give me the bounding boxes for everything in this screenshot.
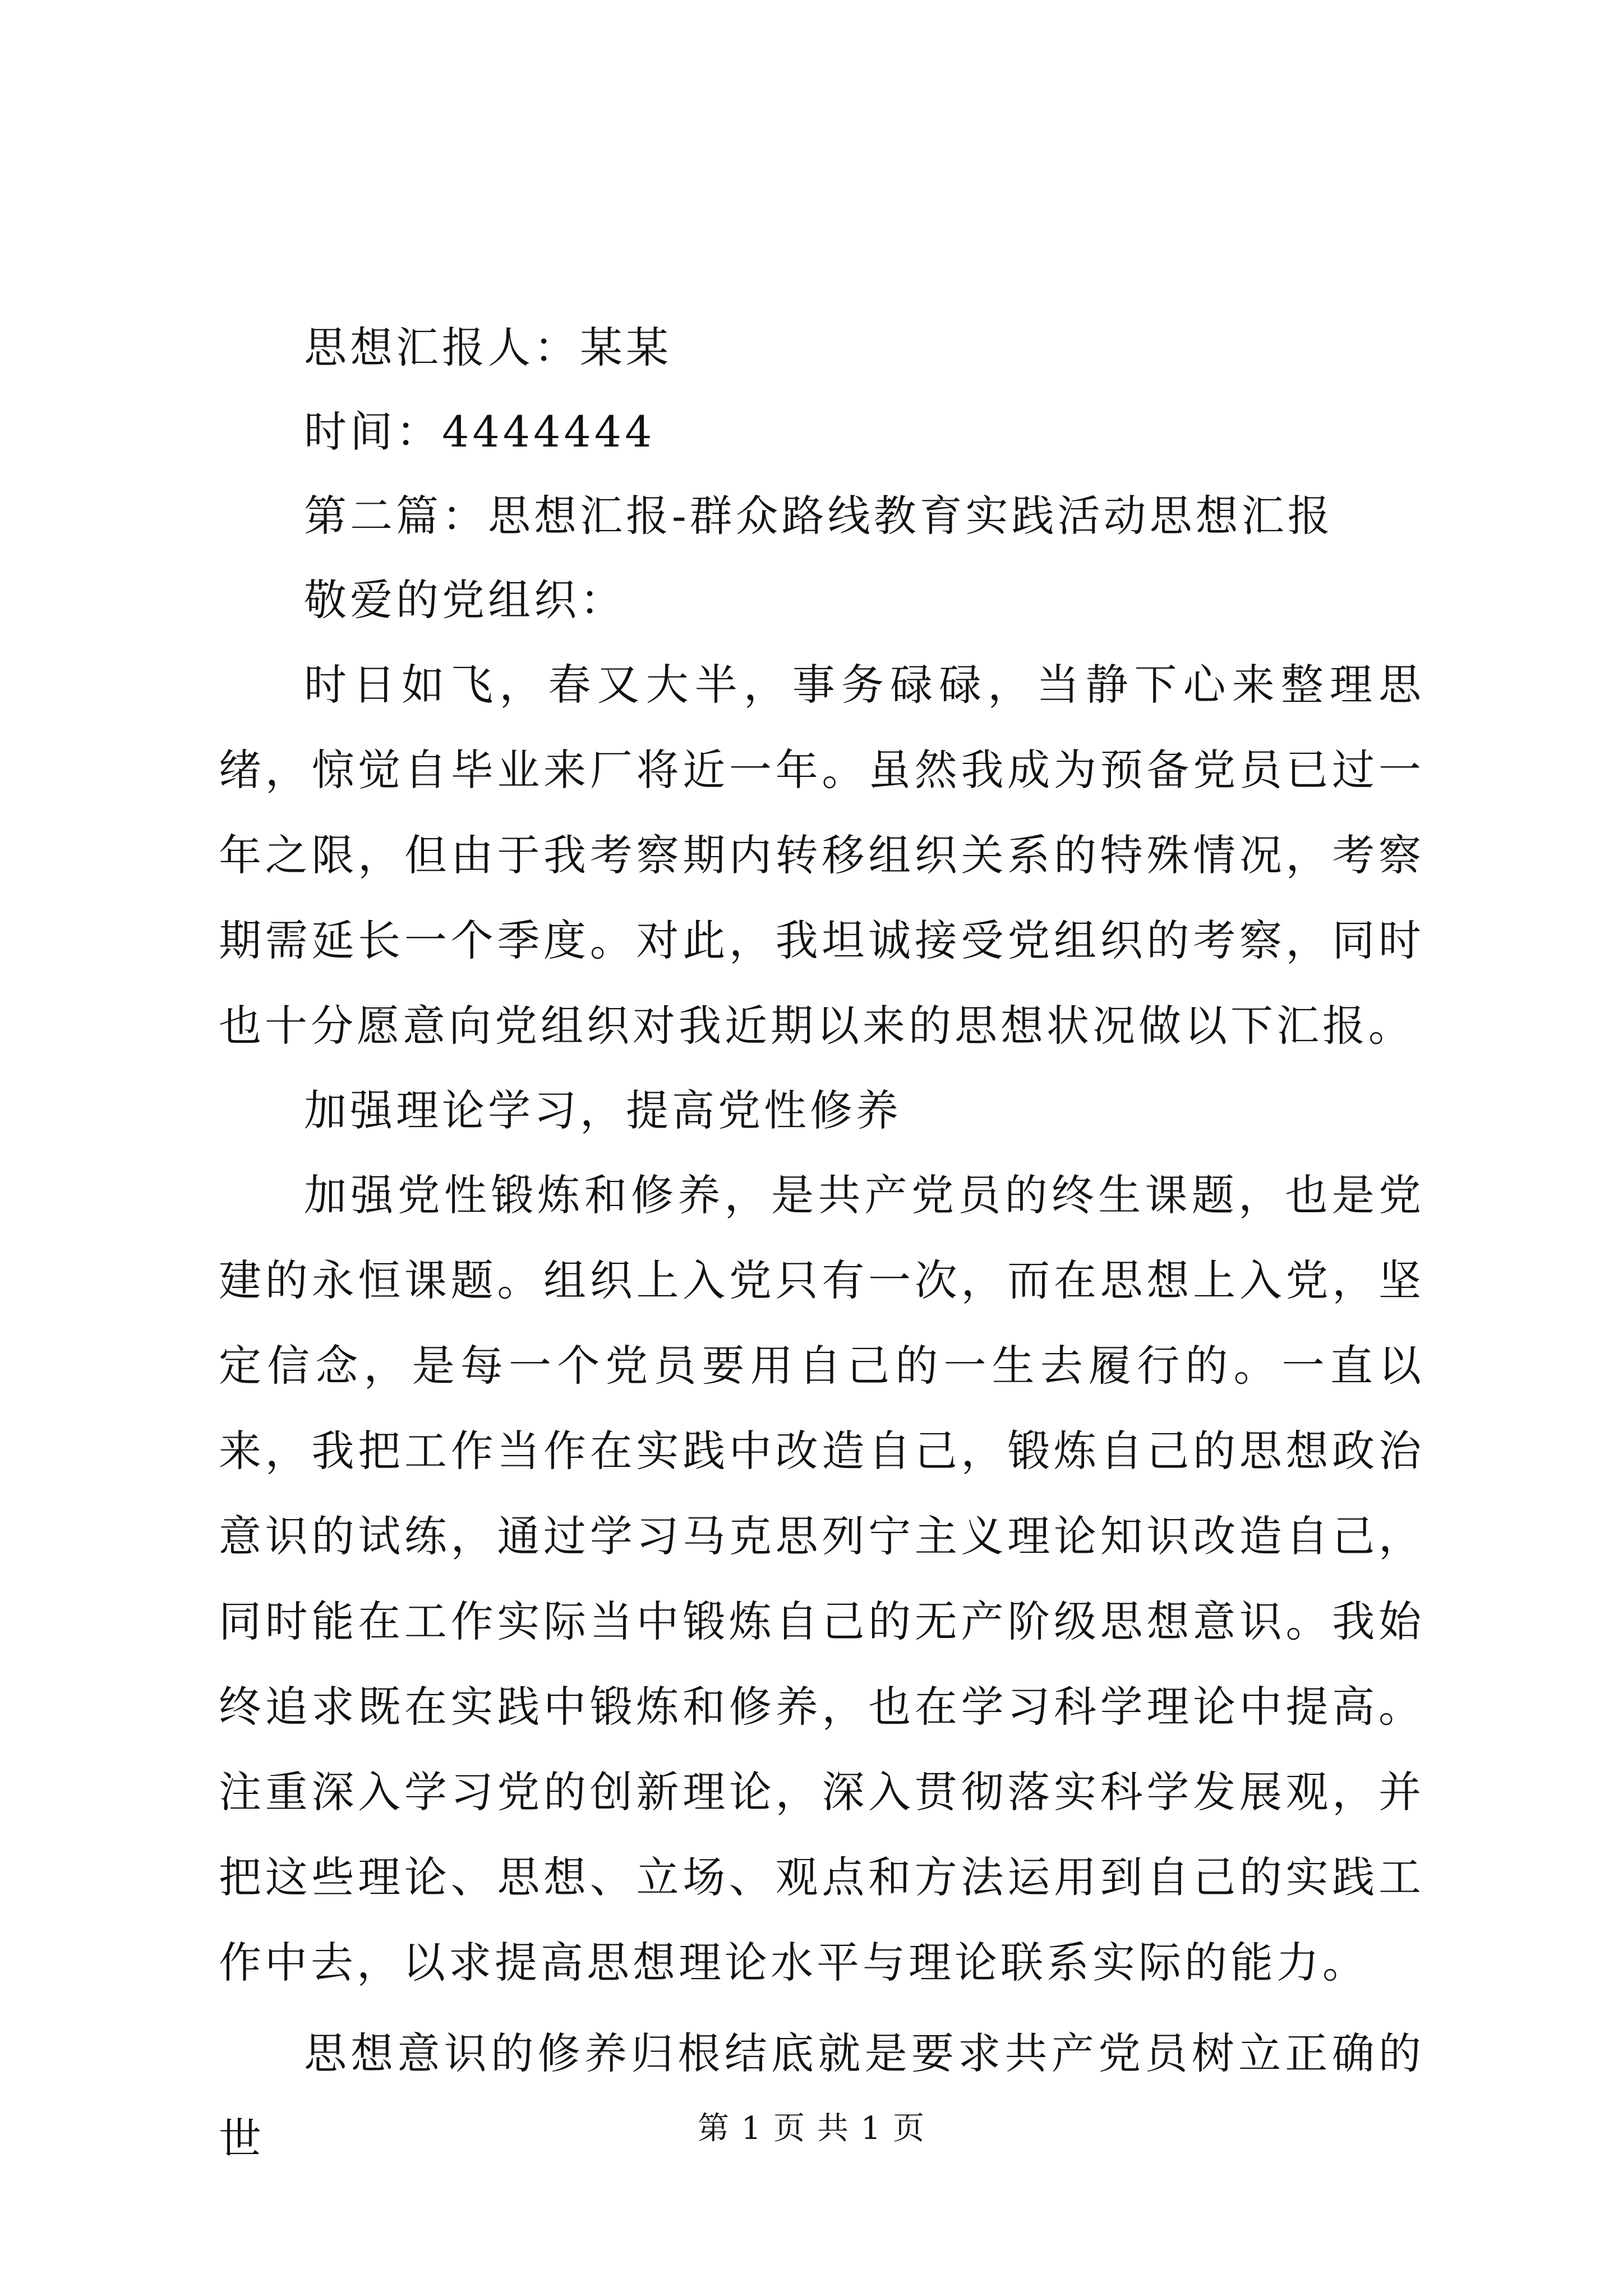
section-title: 第二篇：思想汇报-群众路线教育实践活动思想汇报 bbox=[304, 491, 1334, 541]
paragraph-1: 时日如飞，春又大半，事务碌碌，当静下心来整理思绪，惊觉自毕业来厂将近一年。虽然我成为预备党员已过一年之限，但由于我考察期内转移组织关系的特殊情况，考察期需延长一个季度。对此，我坦诚接受党组织的考察，同时也十分愿意向党组织对我近期以来的思想状况做以下汇报。 bbox=[219, 660, 1424, 1051]
salutation: 敬爱的党组织： bbox=[304, 575, 626, 625]
subheading-1: 加强理论学习，提高党性修养 bbox=[304, 1085, 902, 1135]
time-line: 时间：4444444 bbox=[304, 407, 656, 457]
paragraph-3: 思想意识的修养归根结底就是要求共产党员树立正确的世 bbox=[219, 2028, 1424, 2164]
page-footer: 第 1 页 共 1 页 bbox=[697, 2110, 926, 2147]
reporter-line: 思想汇报人：某某 bbox=[304, 323, 672, 372]
paragraph-2: 加强党性锻炼和修养，是共产党员的终生课题，也是党建的永恒课题。组织上入党只有一次，而在思想上入党，坚定信念，是每一个党员要用自己的一生去履行的。一直以来，我把工作当作在实践中改造自己，锻炼自己的思想政治意识的试练，通过学习马克思列宁主义理论知识改造自己，同时能在工作实际当中锻炼自己的无产阶级思想意识。我始终追求既在实践中锻炼和修养，也在学习科学理论中提高。注重深入学习党的创新理论，深入贯彻落实科学发展观，并把这些理论、思想、立场、观点和方法运用到自己的实践工作中去，以求提高思想理论水平与理论联系实际的能力。 bbox=[219, 1170, 1424, 1987]
document-body bbox=[219, 306, 1424, 2182]
